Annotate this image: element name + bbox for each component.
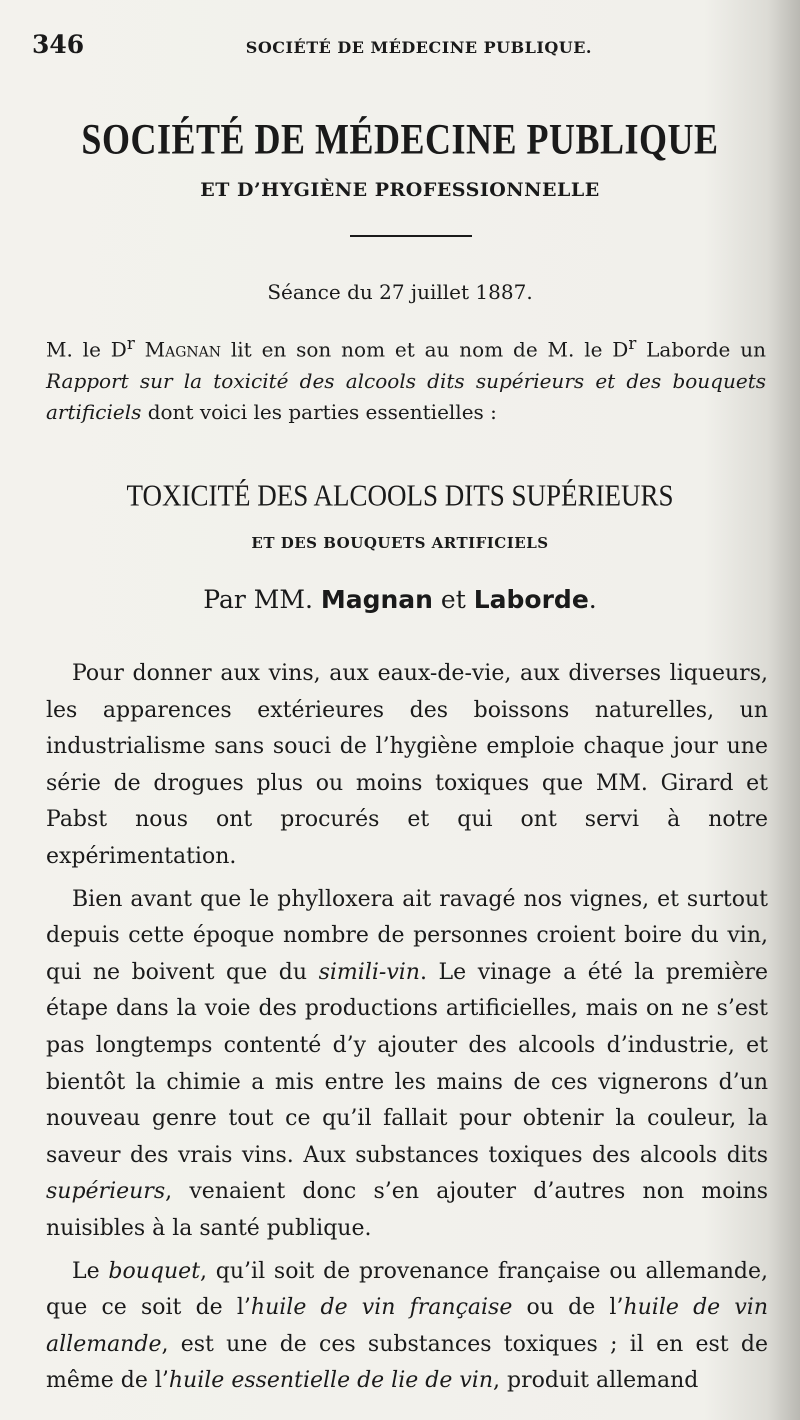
paragraph-1: Pour donner aux vins, aux eaux-de-vie, aux diverses liqueurs, les apparences extérieures des boissons naturelles, un industrialisme sans souci de l’hygiène emploie chaque jour une série de drogues plus ou moins toxiques que MM. Girard et Pabst nous ont procurés et qui ont servi à notre expérimentation. bbox=[46, 661, 768, 869]
society-title: SOCIÉTÉ DE MÉDECINE PUBLIQUE bbox=[81, 115, 719, 163]
paragraph-3 bbox=[46, 1254, 768, 1400]
article-title: TOXICITÉ DES ALCOOLS DITS SUPÉRIEURS bbox=[126, 477, 674, 513]
intro-text: M. le D bbox=[46, 337, 127, 362]
italic-term: bouquet bbox=[108, 1258, 201, 1284]
report-title: Rapport sur la toxicité des alcools dits supérieurs et des bouquets artificiels bbox=[46, 368, 766, 424]
author-laborde: Laborde bbox=[473, 585, 589, 614]
society-subtitle: ET D’HYGIÈNE PROFESSIONNELLE bbox=[200, 179, 600, 201]
paragraph-text: , produit allemand bbox=[493, 1368, 699, 1394]
session-date: Séance du 27 juillet 1887. bbox=[267, 280, 533, 304]
paragraph-text: , qu’il soit de provenance française ou allemande, que ce soit de l’ bbox=[46, 1258, 768, 1321]
authors-prefix: Par MM. bbox=[203, 585, 321, 614]
page-header bbox=[32, 30, 592, 59]
authors-and: et bbox=[432, 585, 474, 614]
title-divider bbox=[350, 235, 472, 237]
intro-text: Laborde un bbox=[636, 337, 767, 362]
paragraph-text: Le bbox=[72, 1258, 109, 1284]
page-number: 346 bbox=[32, 30, 85, 59]
running-head: SOCIÉTÉ DE MÉDECINE PUBLIQUE. bbox=[245, 38, 592, 57]
doctor-abbrev-sup: r bbox=[628, 334, 637, 353]
paragraph-text: , venaient donc s’en ajouter d’autres non moins nuisibles à la santé publique. bbox=[46, 1179, 768, 1241]
article-subtitle: ET DES BOUQUETS ARTIFICIELS bbox=[251, 534, 549, 552]
authors-suffix: . bbox=[588, 585, 597, 614]
paragraph-text: Bien avant que le phylloxera ait ravagé nos vignes, et surtout depuis cette époque nombre de personnes croient boire du vin, qui ne boivent que du bbox=[46, 886, 768, 985]
paragraph-2 bbox=[46, 882, 768, 1248]
italic-term: huile essentielle de lie de vin bbox=[168, 1368, 493, 1394]
italic-term: supérieurs bbox=[46, 1179, 166, 1205]
article-authors bbox=[0, 585, 800, 614]
intro-text: lit en son nom et au nom de M. le D bbox=[221, 337, 629, 362]
paragraph-text: , est une de ces substances toxiques ; il en est de même de l’ bbox=[46, 1331, 768, 1394]
article-body bbox=[46, 656, 768, 1400]
author-name-magnan: Magnan bbox=[144, 337, 222, 362]
intro-text: dont voici les parties essentielles : bbox=[141, 399, 497, 424]
italic-term: huile de vin allemande bbox=[46, 1295, 769, 1357]
paragraph-text: . Le vinage a été la première étape dans la voie des productions artificielles, mais on ne s’est pas longtemps contenté d’y ajouter des alcools d’industrie, et bientôt la chimie a mis entre les mains de ces vignerons d’un nouveau genre tout ce qu’il fallait pour obtenir la couleur, la saveur des vrais vins. Aux substances toxiques des alcools dits bbox=[46, 959, 768, 1168]
doctor-abbrev-sup: r bbox=[126, 334, 135, 353]
intro-paragraph bbox=[46, 328, 766, 428]
italic-term: simili-vin bbox=[318, 959, 420, 985]
paragraph-text: ou de l’ bbox=[512, 1295, 624, 1321]
author-magnan: Magnan bbox=[320, 585, 433, 614]
italic-term: huile de vin française bbox=[250, 1295, 513, 1321]
